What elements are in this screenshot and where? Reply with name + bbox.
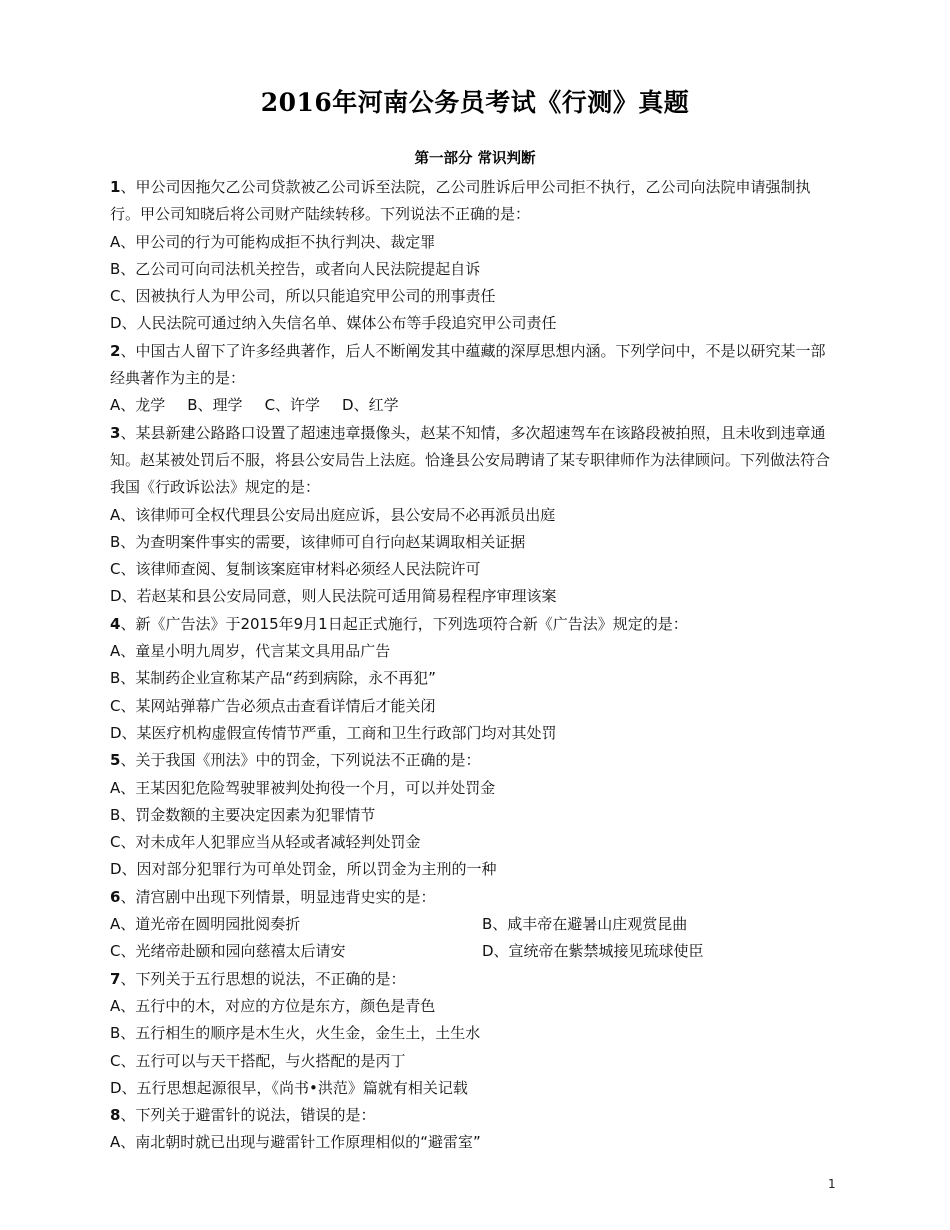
question-4-option-a: A、童星小明九周岁，代言某文具用品广告 (110, 642, 391, 661)
question-5-option-a: A、王某因犯危险驾驶罪被判处拘役一个月，可以并处罚金 (110, 778, 496, 797)
document-title: 2016年河南公务员考试《行测》真题 (260, 88, 690, 117)
question-3-option-c: C、该律师查阅、复制该案庭审材料必须经人民法院许可 (110, 560, 481, 579)
question-3-stem (110, 420, 840, 502)
question-list (110, 174, 840, 1157)
question-3-option-d: D、若赵某和县公安局同意，则人民法院可适用简易程程序审理该案 (110, 587, 557, 606)
question-6-stem (110, 884, 840, 911)
question-6-option-d: D、宣统帝在紫禁城接见琉球使臣 (482, 942, 704, 961)
question-text: 、关于我国《刑法》中的罚金，下列说法不正确的是： (120, 751, 481, 770)
question-7-option-c: C、五行可以与天干搭配，与火搭配的是丙丁 (110, 1051, 406, 1070)
question-5-option-c: C、对未成年人犯罪应当从轻或者减轻判处罚金 (110, 833, 421, 852)
question-2-option-a: A、龙学 (110, 396, 166, 415)
question-1-option-c: C、因被执行人为甲公司，所以只能追究甲公司的刑事责任 (110, 287, 496, 306)
question-number: 1 (110, 178, 121, 196)
question-6-option-c: C、光绪帝赴颐和园向慈禧太后请安 (110, 942, 346, 961)
question-4-option-d: D、某医疗机构虚假宣传情节严重，工商和卫生行政部门均对其处罚 (110, 723, 557, 742)
question-1-option-b: B、乙公司可向司法机关控告，或者向人民法院提起自诉 (110, 259, 481, 278)
question-6-option-b: B、咸丰帝在避暑山庄观赏昆曲 (482, 915, 688, 934)
question-2-option-d: D、红学 (342, 396, 399, 415)
question-2-stem (110, 338, 840, 393)
question-number: 4 (110, 614, 121, 633)
question-number: 8 (110, 1106, 121, 1125)
question-7-option-d: D、五行思想起源很早，《尚书•洪范》篇就有相关记载 (110, 1078, 468, 1097)
question-6-options-row-2 (110, 938, 840, 965)
question-text: 、下列关于五行思想的说法，不正确的是： (120, 969, 406, 988)
section-heading: 第一部分 常识判断 (414, 151, 536, 167)
page-number: 1 (828, 1177, 836, 1191)
question-text: 、下列关于避雷针的说法，错误的是： (120, 1106, 376, 1125)
question-text: 、清宫剧中出现下列情景，明显违背史实的是： (120, 887, 436, 906)
question-number: 3 (110, 423, 121, 442)
question-4-option-b: B、某制药企业宣称某产品“药到病除，永不再犯” (110, 669, 436, 688)
question-8-option-a: A、南北朝时就已出现与避雷针工作原理相似的“避雷室” (110, 1133, 481, 1152)
question-text: 、新《广告法》于2015年9月1日起正式施行，下列选项符合新《广告法》规定的是： (120, 614, 688, 633)
question-number: 5 (110, 751, 121, 770)
question-text: 、某县新建公路路口设置了超速违章摄像头，赵某不知情，多次超速驾车在该路段被拍照，且未收到违章通知。赵某被处罚后不服，将县公安局告上法庭。恰逢县公安局聘请了某专职律师作为法律顾问。下列做法符合我国《行政诉讼法》规定的是： (110, 423, 831, 497)
question-number: 2 (110, 341, 121, 360)
question-4-option-c: C、某网站弹幕广告必须点击查看详情后才能关闭 (110, 696, 436, 715)
question-number: 7 (110, 969, 121, 988)
question-3-option-a: A、该律师可全权代理县公安局出庭应诉，县公安局不必再派员出庭 (110, 505, 556, 524)
question-text: 、中国古人留下了许多经典著作，后人不断阐发其中蕴藏的深厚思想内涵。下列学问中，不是以研究某一部经典著作为主的是： (110, 341, 826, 388)
question-2-option-b: B、理学 (187, 396, 243, 415)
question-8-stem (110, 1102, 840, 1129)
question-3-option-b: B、为查明案件事实的需要，该律师可自行向赵某调取相关证据 (110, 532, 526, 551)
question-5-option-d: D、因对部分犯罪行为可单处罚金，所以罚金为主刑的一种 (110, 860, 497, 879)
question-number: 6 (110, 887, 121, 906)
question-7-stem (110, 966, 840, 993)
question-text: 、甲公司因拖欠乙公司贷款被乙公司诉至法院，乙公司胜诉后甲公司拒不执行，乙公司向法院申请强制执行。甲公司知晓后将公司财产陆续转移。下列说法不正确的是： (110, 178, 811, 224)
question-4-stem (110, 611, 840, 638)
question-5-option-b: B、罚金数额的主要决定因素为犯罪情节 (110, 805, 376, 824)
question-1-option-a: A、甲公司的行为可能构成拒不执行判决、裁定罪 (110, 232, 436, 251)
question-1-option-d: D、人民法院可通过纳入失信名单、媒体公布等手段追究甲公司责任 (110, 314, 557, 333)
question-7-option-b: B、五行相生的顺序是木生火，火生金，金生土，土生水 (110, 1024, 481, 1043)
question-6-option-a: A、道光帝在圆明园批阅奏折 (110, 915, 301, 934)
question-5-stem (110, 747, 840, 774)
question-7-option-a: A、五行中的木，对应的方位是东方，颜色是青色 (110, 996, 436, 1015)
question-6-options-row-1 (110, 911, 840, 938)
question-1-stem (110, 174, 840, 229)
question-2-option-c: C、许学 (264, 396, 321, 415)
question-2-options (110, 392, 840, 419)
